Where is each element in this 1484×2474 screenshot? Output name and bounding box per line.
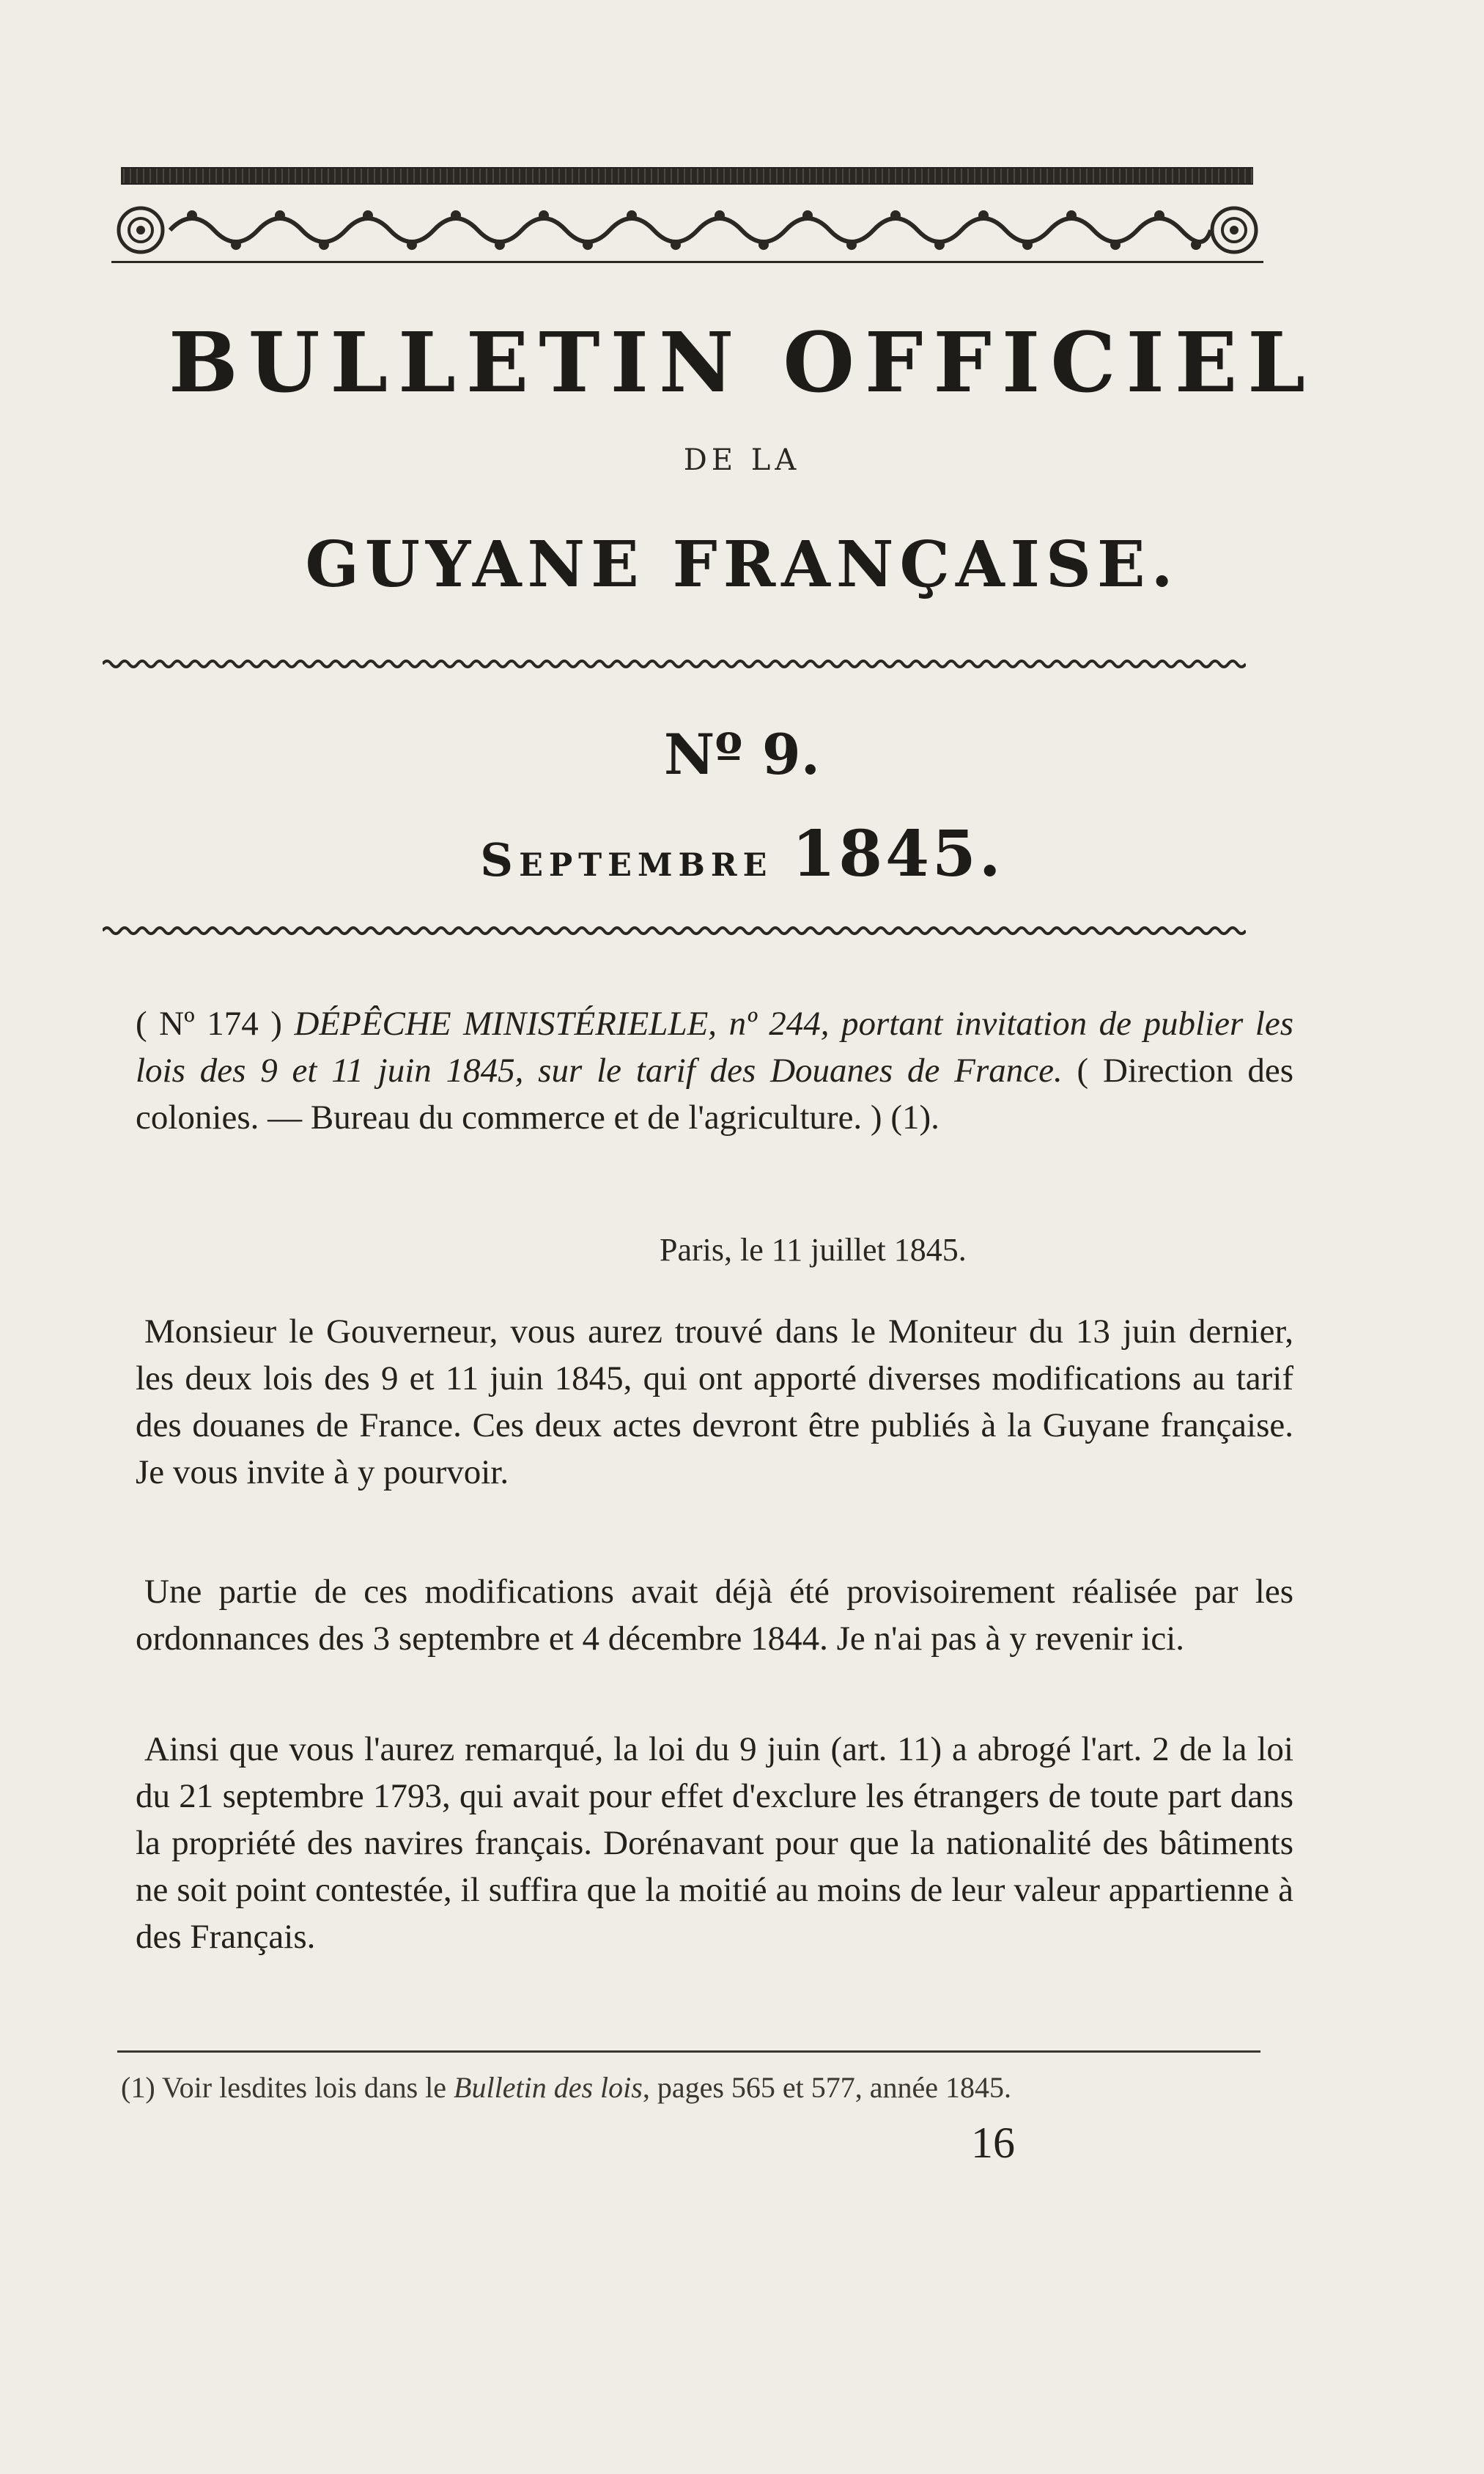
wavy-divider-bottom bbox=[103, 925, 1246, 937]
footnote-rule bbox=[117, 2050, 1260, 2053]
bulletin-colony-title: GUYANE FRANÇAISE. bbox=[305, 528, 1179, 602]
issue-number: Nº 9. bbox=[663, 722, 821, 787]
wavy-divider-top bbox=[103, 658, 1246, 670]
issue-date bbox=[0, 817, 1484, 891]
issue-month: Septembre bbox=[480, 833, 773, 887]
footnote bbox=[121, 2070, 1264, 2105]
bulletin-title: BULLETIN OFFICIEL bbox=[169, 315, 1315, 411]
ornamental-vine-band bbox=[111, 199, 1263, 263]
article-department: ( Direction des colonies. — Bureau du commerce et de l'agriculture. ) (1). bbox=[136, 1052, 1294, 1137]
footnote-suffix: , pages 565 et 577, année 1845. bbox=[642, 2071, 1012, 2104]
decorative-top-rule bbox=[121, 167, 1253, 185]
paragraph-1: Monsieur le Gouverneur, vous aurez trouvé dans le Moniteur du 13 juin dernier, les deux lois des 9 et 11 juin 1845, qui ont apporté diverses modifications au tarif des douanes de France. Ces deux actes devront être publiés à la Guyane française. Je vous invite à y pourvoir. bbox=[136, 1312, 1293, 1491]
bulletin-title-connector: DE LA bbox=[683, 443, 801, 477]
article-title: DÉPÊCHE MINISTÉRIELLE, nº 244, portant invitation de publier les lois des 9 et 11 juin 1845, sur le tarif des Douanes de France. bbox=[136, 1005, 1294, 1090]
dateline: Paris, le 11 juillet 1845. bbox=[660, 1232, 967, 1268]
page-number: 16 bbox=[971, 2119, 1015, 2167]
paragraph-2: Une partie de ces modifications avait déjà été provisoirement réalisée par les ordonnances des 3 septembre et 4 décembre 1844. Je n'ai pas à y revenir ici. bbox=[136, 1573, 1293, 1658]
footnote-prefix: (1) Voir lesdites lois dans le bbox=[121, 2071, 447, 2104]
article-heading bbox=[136, 1000, 1293, 1141]
issue-year: 1845. bbox=[791, 817, 1004, 891]
paragraph-3: Ainsi que vous l'aurez remarqué, la loi du 9 juin (art. 11) a abrogé l'art. 2 de la loi du 21 septembre 1793, qui avait pour effet d'exclure les étrangers de toute part dans la propriété des navires français. Dorénavant pour que la nationalité des bâtiments ne soit point contestée, il suffira que la moitié au moins de leur valeur appartienne à des Français. bbox=[136, 1730, 1293, 1956]
footnote-source: Bulletin des lois bbox=[454, 2071, 643, 2104]
article-number: ( Nº 174 ) bbox=[136, 1005, 282, 1043]
